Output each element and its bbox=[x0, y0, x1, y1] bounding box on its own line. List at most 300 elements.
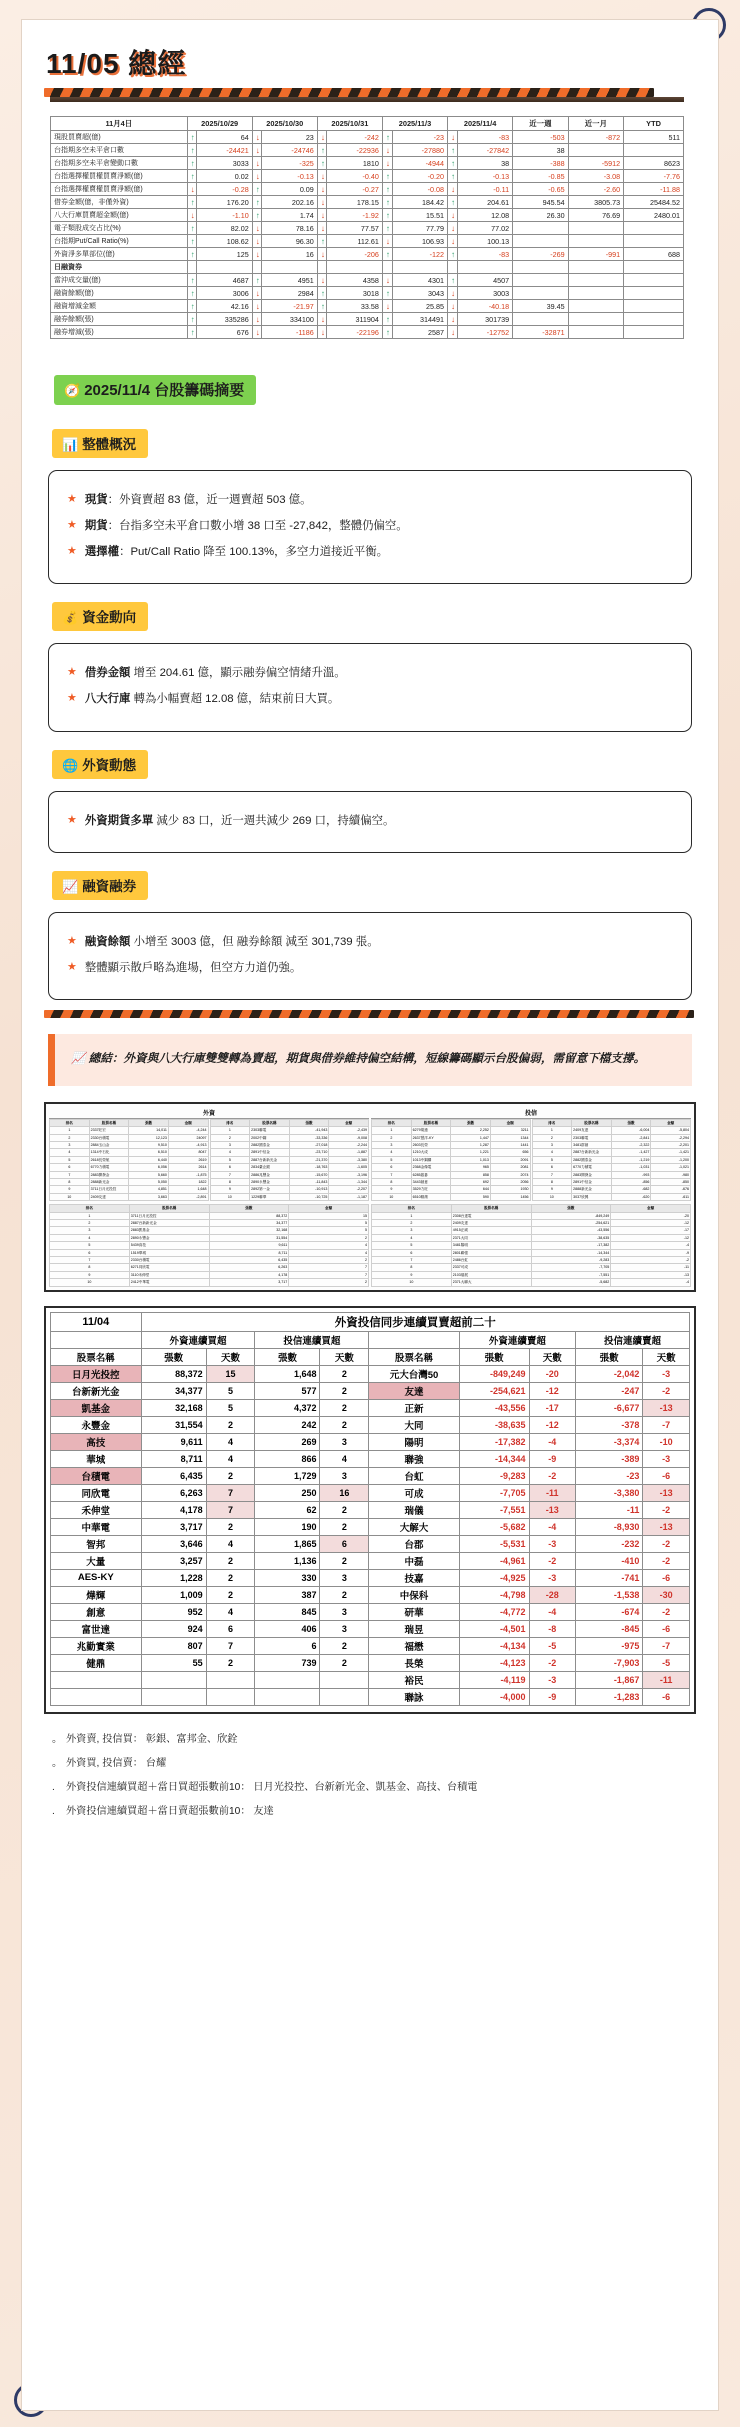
macro-value: -0.20 bbox=[392, 170, 448, 183]
trend-up-icon: ↑ bbox=[187, 157, 197, 170]
macro-month: -3.08 bbox=[568, 170, 624, 183]
excel-row bbox=[372, 1149, 531, 1156]
footnote-marker: 。 bbox=[52, 1733, 63, 1745]
excel-row bbox=[532, 1134, 691, 1141]
stock-shares: 4,178 bbox=[141, 1501, 206, 1518]
excel-name: 2882國泰金 bbox=[572, 1156, 612, 1163]
stock-days-2: 2 bbox=[320, 1399, 369, 1416]
stock-shares-2: 406 bbox=[255, 1620, 320, 1637]
stock-shares-right-2: -378 bbox=[575, 1416, 642, 1433]
stock-shares-right-2: -8,930 bbox=[575, 1518, 642, 1535]
trend-down-icon: ↓ bbox=[382, 144, 392, 157]
excel-name: 2882國泰金 bbox=[250, 1141, 290, 1148]
macro-value: 112.61 bbox=[327, 235, 383, 248]
macro-value: 184.42 bbox=[392, 196, 448, 209]
bullet-text: 選擇權：Put/Call Ratio 降至 100.13%，多空力道接近平衡。 bbox=[84, 546, 389, 559]
stock-days-2: 3 bbox=[320, 1569, 369, 1586]
macro-month bbox=[568, 274, 624, 287]
macro-value: -0.40 bbox=[327, 170, 383, 183]
excel-name: 2409友達 bbox=[89, 1193, 129, 1200]
excel-amount: 5 bbox=[289, 1227, 369, 1234]
macro-ytd bbox=[624, 222, 684, 235]
stock-days-right-2: -13 bbox=[643, 1484, 690, 1501]
stock-days-right-2: -30 bbox=[643, 1586, 690, 1603]
macro-ytd bbox=[624, 287, 684, 300]
stock-days-2: 2 bbox=[320, 1552, 369, 1569]
excel-shares: 2,252 bbox=[451, 1127, 491, 1134]
stock-shares-right: -38,635 bbox=[459, 1416, 529, 1433]
excel-amount: -3,196 bbox=[329, 1171, 369, 1178]
excel-amount: -4,244 bbox=[168, 1127, 208, 1134]
stock-name: 華城 bbox=[51, 1450, 142, 1467]
excel-name: 2337旺宏 bbox=[89, 1127, 129, 1134]
bullet-text: 外資期貨多單 減少 83 口，近一週共減少 269 口，持續偏空。 bbox=[84, 814, 395, 827]
stock-days: 4 bbox=[206, 1433, 255, 1450]
macro-ytd bbox=[624, 326, 684, 339]
macro-value: -0.08 bbox=[392, 183, 448, 196]
macro-ytd: -7.76 bbox=[624, 170, 684, 183]
stock-days-right: -2 bbox=[529, 1467, 575, 1484]
stock-shares: 3,646 bbox=[141, 1535, 206, 1552]
trend-up-icon: ↑ bbox=[382, 313, 392, 326]
excel-name: 2834臺企銀 bbox=[250, 1164, 290, 1171]
stock-days: 2 bbox=[206, 1467, 255, 1484]
excel-rank: 1 bbox=[50, 1127, 90, 1134]
macro-value: -122 bbox=[392, 248, 448, 261]
stock-days-2: 3 bbox=[320, 1467, 369, 1484]
stock-name: AES-KY bbox=[51, 1569, 142, 1586]
macro-week bbox=[513, 287, 569, 300]
section-title: 融資融券 bbox=[82, 878, 137, 894]
stock-shares-2: 577 bbox=[255, 1382, 320, 1399]
excel-row bbox=[210, 1156, 369, 1163]
excel-name: 1314中石化 bbox=[89, 1149, 129, 1156]
excel-amount: 2 bbox=[289, 1257, 369, 1264]
footnote-text: 外資投信連續買超＋當日買超張數前10： 日月光投控、台新新光金、凱基金、高技、台積電 bbox=[66, 1781, 478, 1793]
excel-name: 2303聯電 bbox=[250, 1127, 290, 1134]
excel-shares: -10,725 bbox=[289, 1193, 329, 1200]
stock-name-right: 研華 bbox=[369, 1603, 460, 1620]
bottom-col-7: 天數 bbox=[529, 1348, 575, 1365]
excel-name: 2637慧洋-KY bbox=[411, 1134, 451, 1141]
excel-row bbox=[532, 1193, 691, 1200]
footnote-0 bbox=[52, 1728, 688, 1752]
stock-name-right: 長榮 bbox=[369, 1654, 460, 1671]
macro-row bbox=[51, 157, 684, 170]
bottom-stock-table bbox=[50, 1312, 690, 1706]
stock-days-right: -2 bbox=[529, 1654, 575, 1671]
excel-row bbox=[532, 1127, 691, 1134]
excel-shares: -14,344 bbox=[531, 1249, 611, 1256]
stock-shares-right-2: -410 bbox=[575, 1552, 642, 1569]
bullet-item bbox=[67, 544, 675, 561]
macro-ytd bbox=[624, 274, 684, 287]
stock-shares-right-2: -975 bbox=[575, 1637, 642, 1654]
excel-name: 2887台新新光金 bbox=[129, 1220, 209, 1227]
macro-row bbox=[51, 300, 684, 313]
money-bag-icon: 💰 bbox=[62, 610, 79, 626]
stock-days: 5 bbox=[206, 1382, 255, 1399]
stock-shares-right-2: -6,677 bbox=[575, 1399, 642, 1416]
macro-row-label: 當沖成交量(億) bbox=[51, 274, 188, 287]
macro-value: -83 bbox=[457, 131, 513, 144]
bottom-col-4: 天數 bbox=[320, 1348, 369, 1365]
excel-shares: -1,427 bbox=[611, 1149, 651, 1156]
trend-up-icon: ↑ bbox=[382, 131, 392, 144]
stock-days-right-2: -3 bbox=[643, 1365, 690, 1382]
bottom-table-header-row bbox=[51, 1348, 690, 1365]
trend-up-icon: ↑ bbox=[317, 300, 327, 313]
excel-amount: -4 bbox=[611, 1242, 691, 1249]
summary-headline-label: 2025/11/4 台股籌碼摘要 bbox=[84, 382, 245, 399]
stock-shares-right: -4,000 bbox=[459, 1688, 529, 1705]
excel-name: 6279胡連 bbox=[411, 1127, 451, 1134]
trend-down-icon: ↓ bbox=[448, 287, 458, 300]
excel-name: 2891中信金 bbox=[250, 1149, 290, 1156]
excel-name: 2884玉山金 bbox=[89, 1141, 129, 1148]
excel-name: 2887台新新光金 bbox=[250, 1156, 290, 1163]
footnote-marker: . bbox=[52, 1805, 55, 1817]
trend-up-icon: ↑ bbox=[382, 287, 392, 300]
stock-shares-right: -4,134 bbox=[459, 1637, 529, 1654]
trend-up-icon: ↑ bbox=[187, 131, 197, 144]
stock-shares: 55 bbox=[141, 1654, 206, 1671]
bottom-table-title-row bbox=[51, 1312, 690, 1331]
trend-up-icon: ↑ bbox=[252, 274, 262, 287]
stock-shares-right: -4,798 bbox=[459, 1586, 529, 1603]
trend-down-icon: ↓ bbox=[252, 313, 262, 326]
excel-amount: -5,804 bbox=[651, 1127, 691, 1134]
bullet-item bbox=[67, 518, 675, 535]
excel-rank: 2 bbox=[372, 1134, 412, 1141]
footnote-marker: . bbox=[52, 1781, 55, 1793]
trend-up-icon: ↑ bbox=[448, 170, 458, 183]
bottom-table-group-row bbox=[51, 1331, 690, 1348]
excel-shares: 3,717 bbox=[209, 1279, 289, 1286]
bar-chart-icon: 📊 bbox=[62, 437, 79, 452]
excel-name: 6271同欣電 bbox=[129, 1264, 209, 1271]
stock-shares-2: 1,648 bbox=[255, 1365, 320, 1382]
stock-days-right: -13 bbox=[529, 1501, 575, 1518]
stock-days: 4 bbox=[206, 1603, 255, 1620]
trend-up-icon: ↑ bbox=[382, 326, 392, 339]
excel-name: 3481陽明 bbox=[451, 1242, 531, 1249]
trend-down-icon: ↓ bbox=[317, 131, 327, 144]
excel-amount: -4 bbox=[611, 1279, 691, 1286]
stock-days-right-2: -6 bbox=[643, 1467, 690, 1484]
stock-name-right: 裕民 bbox=[369, 1671, 460, 1688]
excel-name: 1210大成 bbox=[411, 1149, 451, 1156]
stock-name-right: 大同 bbox=[369, 1416, 460, 1433]
excel-rank: 4 bbox=[50, 1149, 90, 1156]
macro-row-label: 台指期Put/Call Ratio(%) bbox=[51, 235, 188, 248]
stock-shares-2: 6 bbox=[255, 1637, 320, 1654]
stock-days-right: -12 bbox=[529, 1382, 575, 1399]
excel-header-row bbox=[372, 1205, 691, 1212]
stock-shares: 32,168 bbox=[141, 1399, 206, 1416]
excel-screenshot-strip bbox=[44, 1102, 696, 1292]
macro-value: -23 bbox=[392, 131, 448, 144]
star-icon: ★ bbox=[67, 934, 77, 947]
macro-value: 3033 bbox=[197, 157, 253, 170]
trend-down-icon: ↓ bbox=[317, 209, 327, 222]
excel-shares: -849,249 bbox=[531, 1212, 611, 1219]
macro-value: 125 bbox=[197, 248, 253, 261]
excel-col-name: 股票名稱 bbox=[411, 1119, 451, 1126]
excel-shares: 32,168 bbox=[209, 1227, 289, 1234]
stock-shares: 924 bbox=[141, 1620, 206, 1637]
macro-row bbox=[51, 248, 684, 261]
globe-icon: 🌐 bbox=[62, 757, 79, 773]
trend-down-icon: ↓ bbox=[317, 248, 327, 261]
macro-period-col-2: YTD bbox=[624, 117, 684, 131]
table-row bbox=[51, 1586, 690, 1603]
excel-rank: 6 bbox=[50, 1249, 130, 1256]
bottom-col-8: 張數 bbox=[575, 1348, 642, 1365]
excel-shares: -21,370 bbox=[289, 1156, 329, 1163]
excel-col-name: 股票名稱 bbox=[89, 1119, 129, 1126]
trend-down-icon: ↓ bbox=[252, 144, 262, 157]
trend-up-icon: ↑ bbox=[382, 170, 392, 183]
stock-name-right: 可成 bbox=[369, 1484, 460, 1501]
section-card-0 bbox=[48, 470, 692, 584]
excel-name: 3443創意 bbox=[411, 1178, 451, 1185]
trend-down-icon: ↓ bbox=[187, 183, 197, 196]
excel-amount: -2,201 bbox=[651, 1141, 691, 1148]
macro-value: 4687 bbox=[197, 274, 253, 287]
excel-cont-sell-table bbox=[371, 1204, 691, 1286]
footnote-text: 外資買, 投信賣： 台耀 bbox=[66, 1757, 167, 1769]
excel-row bbox=[50, 1220, 369, 1227]
excel-shares: -993 bbox=[611, 1171, 651, 1178]
stock-name: 創意 bbox=[51, 1603, 142, 1620]
excel-row bbox=[372, 1271, 691, 1278]
trend-up-icon: ↑ bbox=[187, 170, 197, 183]
excel-col-shares: 張數 bbox=[451, 1119, 491, 1126]
excel-row bbox=[532, 1164, 691, 1171]
excel-header-row bbox=[50, 1119, 209, 1126]
stock-name-right: 福懋 bbox=[369, 1637, 460, 1654]
trend-up-icon: ↑ bbox=[448, 248, 458, 261]
macro-ytd bbox=[624, 300, 684, 313]
excel-row bbox=[210, 1186, 369, 1193]
excel-row bbox=[50, 1156, 209, 1163]
macro-value: -21.97 bbox=[262, 300, 318, 313]
excel-name: 3711日月光投控 bbox=[89, 1186, 129, 1193]
excel-row bbox=[372, 1242, 691, 1249]
macro-date-col-3: 2025/11/3 bbox=[382, 117, 447, 131]
excel-col-name: 股票名稱 bbox=[572, 1119, 612, 1126]
excel-col-shares: 張數 bbox=[531, 1205, 611, 1212]
excel-amount: 4 bbox=[289, 1249, 369, 1256]
macro-row-label: 台指選擇權賣權買賣淨額(億) bbox=[51, 183, 188, 196]
excel-name: 1013中鋼構 bbox=[411, 1156, 451, 1163]
macro-value: -1.10 bbox=[197, 209, 253, 222]
macro-table-header-row bbox=[51, 117, 684, 131]
excel-row bbox=[210, 1178, 369, 1185]
macro-value: -325 bbox=[262, 157, 318, 170]
stock-name-right: 大解大 bbox=[369, 1518, 460, 1535]
bottom-stock-table-wrapper bbox=[44, 1306, 696, 1714]
macro-value: 204.61 bbox=[457, 196, 513, 209]
excel-rank: 7 bbox=[50, 1171, 90, 1178]
content-sheet bbox=[22, 20, 718, 2410]
excel-amount: -13 bbox=[611, 1271, 691, 1278]
stock-days-right: -28 bbox=[529, 1586, 575, 1603]
stock-shares-right-2: -2,042 bbox=[575, 1365, 642, 1382]
excel-row bbox=[372, 1212, 691, 1219]
stock-shares-right-2: -674 bbox=[575, 1603, 642, 1620]
macro-value: 4951 bbox=[262, 274, 318, 287]
excel-amount: 1,648 bbox=[168, 1186, 208, 1193]
macro-row-label: 台指期多空未平倉變動口數 bbox=[51, 157, 188, 170]
conclusion-banner bbox=[48, 1034, 692, 1086]
excel-name: 2801聯強 bbox=[451, 1249, 531, 1256]
excel-shares: -17,382 bbox=[531, 1242, 611, 1249]
stock-name: 台積電 bbox=[51, 1467, 142, 1484]
section-pill bbox=[52, 871, 148, 900]
excel-rank: 7 bbox=[50, 1257, 130, 1264]
trend-up-icon: ↑ bbox=[382, 183, 392, 196]
macro-value: 0.02 bbox=[197, 170, 253, 183]
stock-shares-2: 242 bbox=[255, 1416, 320, 1433]
macro-ytd: 688 bbox=[624, 248, 684, 261]
stock-days-right: -17 bbox=[529, 1399, 575, 1416]
excel-rank: 1 bbox=[50, 1212, 130, 1219]
bottom-table-title: 外資投信同步連續買賣超前二十 bbox=[141, 1312, 689, 1331]
section-card-3 bbox=[48, 912, 692, 1000]
star-icon: ★ bbox=[67, 960, 77, 973]
excel-rank: 1 bbox=[372, 1212, 452, 1219]
stock-name-right: 中磊 bbox=[369, 1552, 460, 1569]
excel-amount: 1344 bbox=[490, 1134, 530, 1141]
macro-value: -22936 bbox=[327, 144, 383, 157]
excel-invest-sell-table bbox=[532, 1119, 692, 1201]
macro-value: 38 bbox=[457, 157, 513, 170]
macro-value: -242 bbox=[327, 131, 383, 144]
bottom-col-6: 張數 bbox=[459, 1348, 529, 1365]
stock-shares-right-2: -232 bbox=[575, 1535, 642, 1552]
excel-shares: -27,018 bbox=[289, 1141, 329, 1148]
stock-shares: 6,263 bbox=[141, 1484, 206, 1501]
macro-month: -872 bbox=[568, 131, 624, 144]
excel-header-row bbox=[50, 1205, 369, 1212]
excel-amount: 2074 bbox=[490, 1171, 530, 1178]
stock-name-right: 瑞昱 bbox=[369, 1620, 460, 1637]
macro-value: -83 bbox=[457, 248, 513, 261]
macro-month bbox=[568, 313, 624, 326]
stock-days-2: 2 bbox=[320, 1518, 369, 1535]
group-label-2: 外資連續賣超 bbox=[459, 1331, 575, 1348]
excel-amount: -20 bbox=[611, 1212, 691, 1219]
excel-row bbox=[210, 1127, 369, 1134]
stock-name: 中華電 bbox=[51, 1518, 142, 1535]
excel-amount: 15 bbox=[289, 1212, 369, 1219]
excel-amount: 5 bbox=[289, 1220, 369, 1227]
stock-days-right-2: -11 bbox=[643, 1671, 690, 1688]
excel-row bbox=[210, 1171, 369, 1178]
trend-down-icon: ↓ bbox=[317, 183, 327, 196]
macro-corner-label: 11月4日 bbox=[51, 117, 188, 131]
section-pill bbox=[52, 602, 148, 631]
macro-value: 25.85 bbox=[392, 300, 448, 313]
macro-value: 1810 bbox=[327, 157, 383, 170]
excel-panel-foreign bbox=[49, 1107, 369, 1201]
macro-value: 3018 bbox=[327, 287, 383, 300]
trend-up-icon: ↑ bbox=[252, 183, 262, 196]
macro-week: 39.45 bbox=[513, 300, 569, 313]
excel-name: 5439高技 bbox=[129, 1242, 209, 1249]
excel-name: 2303聯電 bbox=[572, 1134, 612, 1141]
stock-shares-2: 1,729 bbox=[255, 1467, 320, 1484]
macro-month bbox=[568, 287, 624, 300]
macro-week: -269 bbox=[513, 248, 569, 261]
trend-down-icon: ↓ bbox=[382, 300, 392, 313]
stock-days-2: 2 bbox=[320, 1382, 369, 1399]
excel-name: 2603長榮 bbox=[411, 1141, 451, 1148]
table-row bbox=[51, 1637, 690, 1654]
excel-shares: -7,705 bbox=[531, 1264, 611, 1271]
star-icon: ★ bbox=[67, 666, 77, 679]
trend-down-icon: ↓ bbox=[252, 131, 262, 144]
macro-period-col-1: 近一月 bbox=[568, 117, 624, 131]
stock-days-right: -2 bbox=[529, 1552, 575, 1569]
stock-shares-right: -254,621 bbox=[459, 1382, 529, 1399]
excel-rank: 3 bbox=[50, 1227, 130, 1234]
stock-shares-right: -43,556 bbox=[459, 1399, 529, 1416]
hazard-divider-top bbox=[44, 88, 654, 97]
macro-value: -24421 bbox=[197, 144, 253, 157]
summary-headline-block bbox=[28, 375, 718, 405]
bottom-table-date: 11/04 bbox=[51, 1312, 142, 1331]
excel-name: 2002中鋼 bbox=[250, 1134, 290, 1141]
bottom-col-2: 天數 bbox=[206, 1348, 255, 1365]
macro-section-label: 日融資券 bbox=[51, 261, 188, 274]
bullet-item bbox=[67, 813, 675, 830]
macro-value: 3043 bbox=[392, 287, 448, 300]
trend-down-icon: ↓ bbox=[382, 274, 392, 287]
excel-shares: 4,851 bbox=[129, 1186, 169, 1193]
macro-value: 16 bbox=[262, 248, 318, 261]
excel-amount: 2 bbox=[289, 1279, 369, 1286]
excel-shares: 6,510 bbox=[129, 1149, 169, 1156]
macro-row bbox=[51, 196, 684, 209]
macro-date-col-4: 2025/11/4 bbox=[448, 117, 513, 131]
macro-week: -32871 bbox=[513, 326, 569, 339]
macro-month bbox=[568, 326, 624, 339]
trend-up-icon: ↑ bbox=[187, 313, 197, 326]
stock-shares-2: 1,865 bbox=[255, 1535, 320, 1552]
macro-week: -503 bbox=[513, 131, 569, 144]
macro-row bbox=[51, 326, 684, 339]
stock-shares-right-2: -1,867 bbox=[575, 1671, 642, 1688]
stock-shares: 3,717 bbox=[141, 1518, 206, 1535]
stock-name-right: 友達 bbox=[369, 1382, 460, 1399]
macro-table-body bbox=[51, 131, 684, 339]
bullet-text: 現貨：外資賣超 83 億，近一週賣超 503 億。 bbox=[84, 494, 312, 506]
stock-days-2: 3 bbox=[320, 1603, 369, 1620]
excel-amount: -9 bbox=[611, 1249, 691, 1256]
macro-value: 15.51 bbox=[392, 209, 448, 222]
excel-row bbox=[372, 1234, 691, 1241]
macro-row-label: 融券增減(張) bbox=[51, 326, 188, 339]
stock-shares-right-2: -247 bbox=[575, 1382, 642, 1399]
stock-days-right: -20 bbox=[529, 1365, 575, 1382]
excel-name: 3711日月光投控 bbox=[129, 1212, 209, 1219]
excel-name: 3529力旺 bbox=[411, 1186, 451, 1193]
macro-month: 76.69 bbox=[568, 209, 624, 222]
excel-col-amount: 金額 bbox=[611, 1205, 691, 1212]
